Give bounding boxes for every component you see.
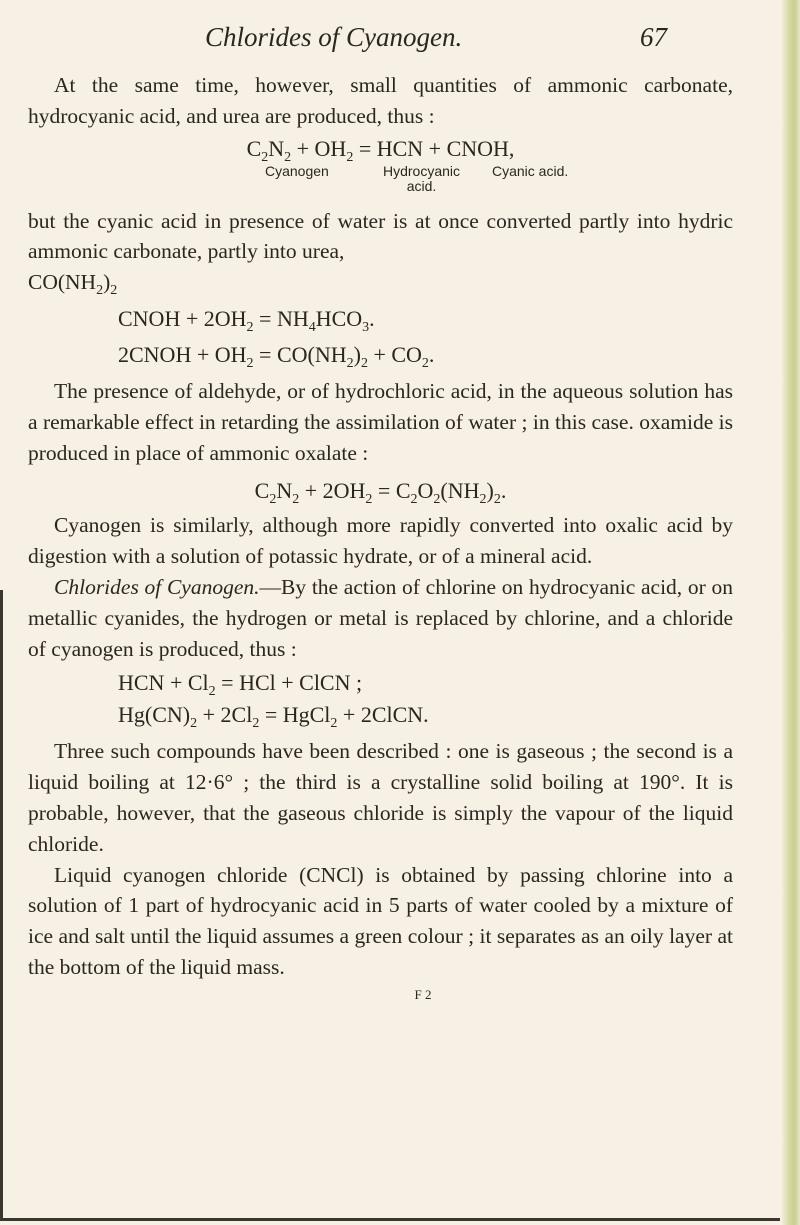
binding-shadow bbox=[0, 590, 3, 1220]
equation-captions bbox=[28, 164, 733, 206]
paragraph-2: but the cyanic acid in presence of water is at once converted partly into hydric ammonic carbonate, partly into urea, $CO(NH_2)_2$ bbox=[28, 208, 733, 299]
equation-oxamide: $C_2N_2 + 2OH_2 = C_2O_2(NH_2)_2$. bbox=[254, 478, 507, 508]
equation-cyanogen-water: $C_2N_2 + OH_2$ = HCN + CNOH, bbox=[246, 135, 515, 165]
paragraph-7: Liquid cyanogen chloride (CNCl) is obtained by passing chlorine into a solution of 1 part of hydrocyanic acid in 5 parts of water cooled by a mixture of ice and salt until the liquid assumes a green colour ; it separates as an oily layer at the bottom of the liquid mass. bbox=[28, 862, 733, 979]
page-bottom-edge bbox=[0, 1218, 780, 1221]
section-heading: Chlorides of Cyanogen. bbox=[54, 574, 260, 599]
equation-cyanic-carbonate: CNOH + $2OH_2 = NH_4HCO_3$. bbox=[118, 305, 375, 335]
equation-cyanic-urea: 2CNOH + $OH_2 = CO(NH_2)_2 + CO_2$. bbox=[118, 341, 435, 371]
page-body bbox=[28, 70, 733, 1003]
paragraph-5: Chlorides of Cyanogen.—By the action of chlorine on hydrocyanic acid, or on metallic cyanides, the hydrogen or metal is replaced by chlorine, and a chloride of cyanogen is produced, thus : bbox=[28, 574, 733, 661]
page-header bbox=[0, 22, 800, 62]
paragraph-4: Cyanogen is similarly, although more rapidly converted into oxalic acid by digestion with a solution of potassic hydrate, or of a mineral acid. bbox=[28, 513, 733, 569]
paragraph-3: The presence of aldehyde, or of hydrochloric acid, in the aqueous solution has a remarkable effect in retarding the assimilation of water ; in this case. oxamide is produced in place of ammonic oxalate : bbox=[28, 378, 733, 465]
urea-formula: $CO(NH_2)_2$ bbox=[28, 270, 118, 299]
caption-cyanic-acid: Cyanic acid. bbox=[492, 162, 569, 179]
equation-hcn-chlorine: HCN + $Cl_2$ = HCl + ClCN ; bbox=[118, 670, 363, 700]
caption-hydrocyanic: Hydrocyanic acid. bbox=[383, 162, 461, 194]
page-number: 67 bbox=[640, 22, 667, 52]
caption-cyanogen: Cyanogen bbox=[265, 162, 329, 179]
paragraph-1: At the same time, however, small quantities of ammonic carbonate, hydrocyanic acid, and urea are produced, thus : bbox=[28, 73, 733, 128]
paragraph-6: Three such compounds have been described : one is gaseous ; the second is a liquid boiling at 12·6° ; the third is a crystalline solid boiling at 190°. It is probable, however, that the gaseous chloride is simply the vapour of the liquid chloride. bbox=[28, 739, 733, 856]
page-edge bbox=[782, 0, 800, 1225]
signature-mark: F 2 bbox=[414, 986, 432, 1002]
equation-mercury-cyanide: $Hg(CN)_2 + 2Cl_2$ = HgCl$_2$ + 2ClCN. bbox=[118, 702, 429, 732]
running-title: Chlorides of Cyanogen. bbox=[205, 22, 463, 52]
